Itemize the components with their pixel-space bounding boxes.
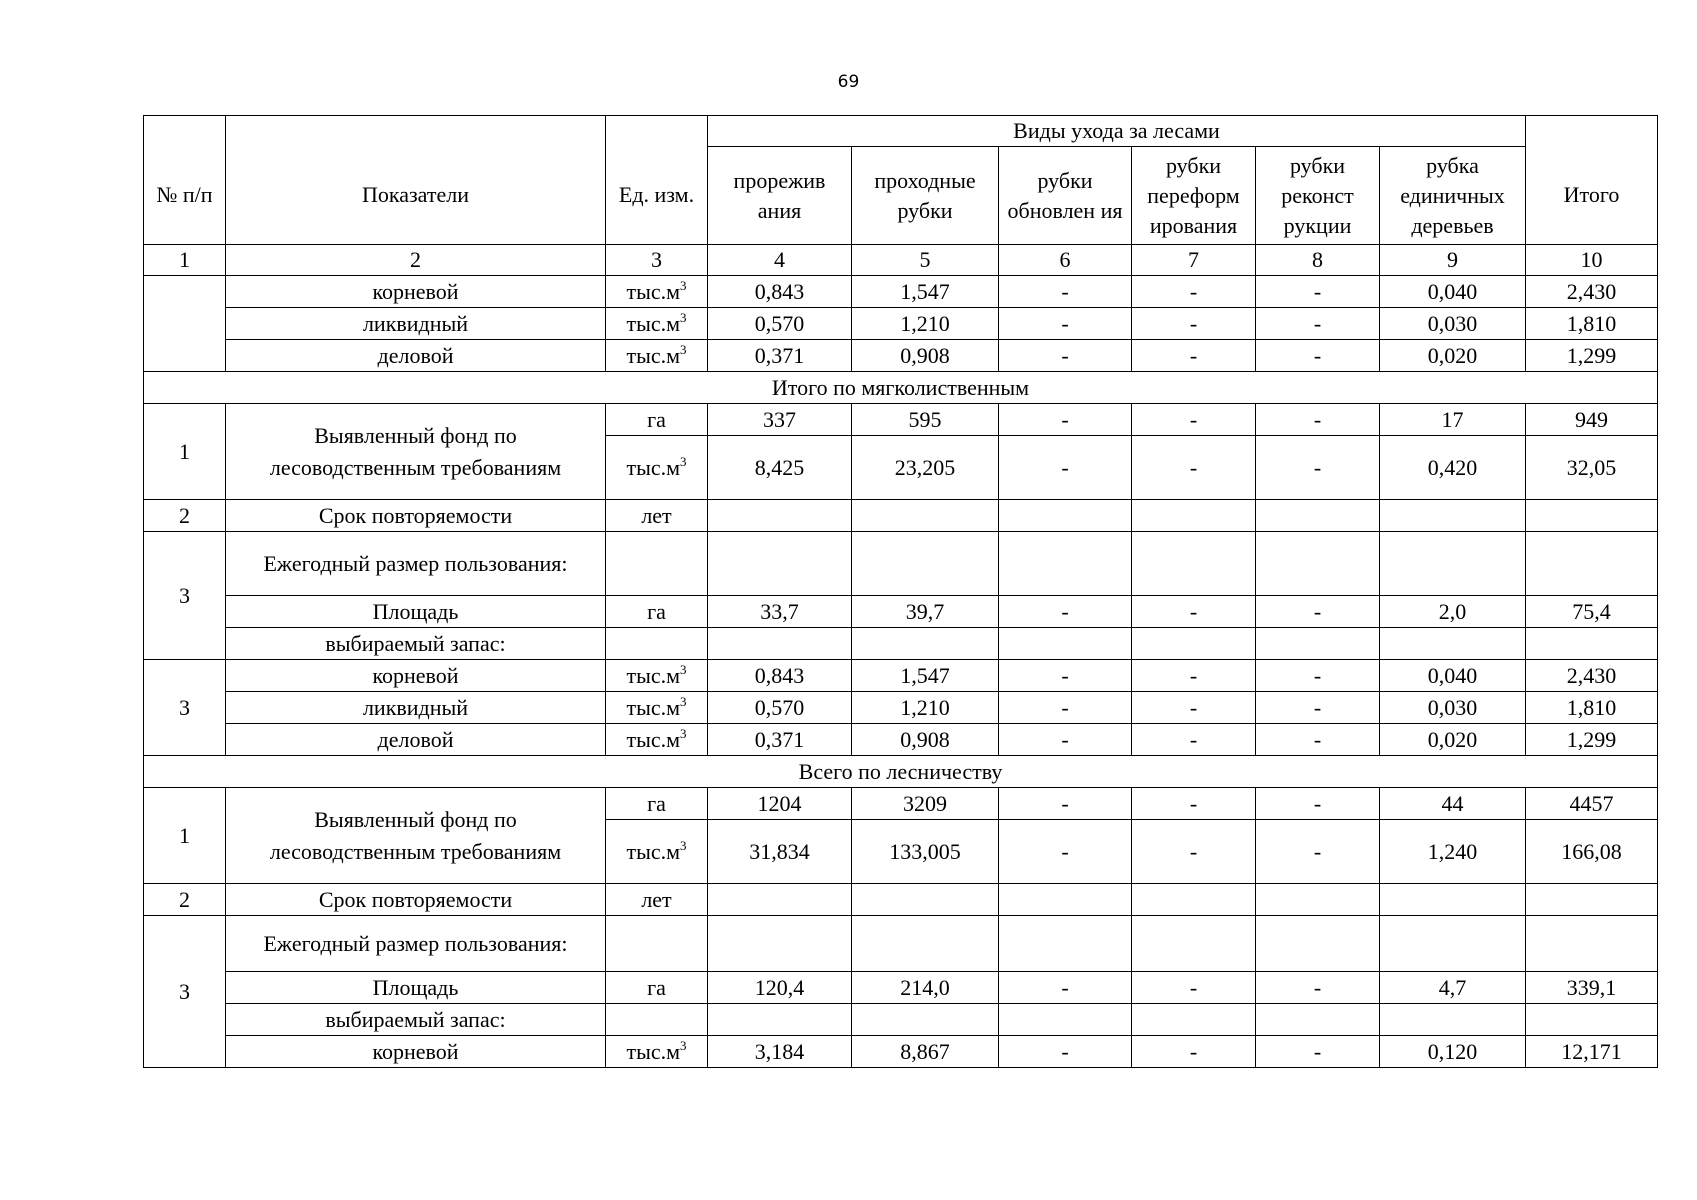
value-cell: -	[1256, 724, 1380, 756]
column-numbers-row	[144, 245, 1658, 276]
empty-cell	[999, 628, 1132, 660]
value-cell: 0,371	[708, 724, 852, 756]
value-cell: -	[1256, 820, 1380, 884]
forest-care-table	[143, 115, 1658, 1068]
empty-cell	[852, 500, 999, 532]
empty-cell	[1380, 500, 1526, 532]
row-label: Срок повторяемости	[226, 500, 606, 532]
value-cell: 17	[1380, 404, 1526, 436]
row-label: Срок повторяемости	[226, 884, 606, 916]
table-row	[144, 1004, 1658, 1036]
value-cell: -	[1256, 340, 1380, 372]
empty-cell	[1132, 628, 1256, 660]
value-cell: 0,040	[1380, 660, 1526, 692]
header-passage-cutting: проходные рубки	[852, 147, 999, 245]
value-cell: 39,7	[852, 596, 999, 628]
value-cell: 1,547	[852, 660, 999, 692]
empty-cell	[1380, 628, 1526, 660]
value-cell: 75,4	[1526, 596, 1658, 628]
value-cell: 0,908	[852, 724, 999, 756]
table-row	[144, 1036, 1658, 1068]
value-cell: -	[999, 788, 1132, 820]
empty-cell	[606, 1004, 708, 1036]
value-cell: 1,240	[1380, 820, 1526, 884]
empty-cell	[1256, 884, 1380, 916]
row-number: 1	[144, 404, 226, 500]
value-cell: -	[1256, 404, 1380, 436]
value-cell: -	[999, 692, 1132, 724]
header-total: Итого	[1526, 116, 1658, 245]
row-label: корневой	[226, 276, 606, 308]
table-row	[144, 308, 1658, 340]
table-row	[144, 340, 1658, 372]
value-cell: -	[1132, 820, 1256, 884]
value-cell: -	[1132, 660, 1256, 692]
value-cell: -	[999, 820, 1132, 884]
value-cell: 3,184	[708, 1036, 852, 1068]
col-number: 4	[708, 245, 852, 276]
page-number: 69	[837, 72, 860, 92]
value-cell: -	[1132, 276, 1256, 308]
value-cell: 31,834	[708, 820, 852, 884]
empty-cell	[1256, 500, 1380, 532]
empty-cell	[852, 532, 999, 596]
empty-cell	[852, 1004, 999, 1036]
value-cell: 0,030	[1380, 692, 1526, 724]
empty-cell	[1526, 532, 1658, 596]
unit-cell: лет	[606, 884, 708, 916]
value-cell: 3209	[852, 788, 999, 820]
unit-cell: $тыс.м^3$	[606, 276, 708, 308]
empty-cell	[1132, 884, 1256, 916]
empty-cell	[1380, 884, 1526, 916]
empty-cell	[1256, 628, 1380, 660]
empty-cell	[1256, 1004, 1380, 1036]
row-number: 2	[144, 500, 226, 532]
empty-cell	[708, 884, 852, 916]
row-label: деловой	[226, 340, 606, 372]
value-cell: 0,040	[1380, 276, 1526, 308]
row-label: Ежегодный размер пользования:	[226, 916, 606, 972]
unit-cell: $тыс.м^3$	[606, 436, 708, 500]
value-cell: -	[999, 972, 1132, 1004]
empty-cell	[1256, 916, 1380, 972]
empty-cell	[999, 884, 1132, 916]
value-cell: 0,020	[1380, 724, 1526, 756]
value-cell: 0,843	[708, 276, 852, 308]
header-indicators: Показатели	[226, 116, 606, 245]
value-cell: 339,1	[1526, 972, 1658, 1004]
empty-cell	[708, 500, 852, 532]
row-number: 1	[144, 788, 226, 884]
value-cell: -	[1256, 660, 1380, 692]
col-number: 9	[1380, 245, 1526, 276]
header-reconstruction-cutting: рубки реконст рукции	[1256, 147, 1380, 245]
value-cell: 4457	[1526, 788, 1658, 820]
row-label: корневой	[226, 1036, 606, 1068]
value-cell: 0,420	[1380, 436, 1526, 500]
value-cell: -	[999, 404, 1132, 436]
value-cell: 1204	[708, 788, 852, 820]
header-renewal-cutting: рубки обновлен ия	[999, 147, 1132, 245]
row-number: 3	[144, 916, 226, 1068]
value-cell: -	[999, 276, 1132, 308]
table-row	[144, 724, 1658, 756]
value-cell: 23,205	[852, 436, 999, 500]
col-number: 3	[606, 245, 708, 276]
value-cell: 1,210	[852, 308, 999, 340]
value-cell: 0,908	[852, 340, 999, 372]
empty-cell	[708, 532, 852, 596]
value-cell: 8,867	[852, 1036, 999, 1068]
value-cell: 0,570	[708, 692, 852, 724]
row-label: Площадь	[226, 972, 606, 1004]
value-cell: -	[999, 724, 1132, 756]
value-cell: -	[1256, 788, 1380, 820]
row-label-fund: Выявленный фонд по лесоводственным требованиям	[226, 788, 606, 884]
row-label: ликвидный	[226, 308, 606, 340]
value-cell: 214,0	[852, 972, 999, 1004]
unit-cell: лет	[606, 500, 708, 532]
unit-cell: $тыс.м^3$	[606, 820, 708, 884]
value-cell: -	[999, 340, 1132, 372]
row-number: 3	[144, 660, 226, 756]
value-cell: -	[1132, 308, 1256, 340]
value-cell: 33,7	[708, 596, 852, 628]
table-row	[144, 404, 1658, 436]
value-cell: -	[1132, 1036, 1256, 1068]
empty-cell	[1380, 532, 1526, 596]
value-cell: 0,030	[1380, 308, 1526, 340]
empty-cell	[1526, 628, 1658, 660]
row-label: Площадь	[226, 596, 606, 628]
empty-cell	[1526, 916, 1658, 972]
empty-cell	[1380, 916, 1526, 972]
empty-cell	[708, 916, 852, 972]
unit-cell: га	[606, 596, 708, 628]
empty-cell	[606, 916, 708, 972]
unit-cell: $тыс.м^3$	[606, 308, 708, 340]
value-cell: 1,810	[1526, 308, 1658, 340]
value-cell: -	[1132, 724, 1256, 756]
value-cell: 2,430	[1526, 660, 1658, 692]
unit-cell: $тыс.м^3$	[606, 1036, 708, 1068]
table-row	[144, 596, 1658, 628]
header-thinning: прорежив ания	[708, 147, 852, 245]
empty-cell	[606, 532, 708, 596]
value-cell: -	[1256, 596, 1380, 628]
table-row	[144, 628, 1658, 660]
value-cell: 44	[1380, 788, 1526, 820]
col-number: 1	[144, 245, 226, 276]
col-number: 10	[1526, 245, 1658, 276]
value-cell: -	[1132, 436, 1256, 500]
table-row	[144, 916, 1658, 972]
empty-cell	[1526, 884, 1658, 916]
value-cell: 133,005	[852, 820, 999, 884]
unit-cell: га	[606, 972, 708, 1004]
empty-cell	[999, 532, 1132, 596]
empty-cell	[852, 884, 999, 916]
empty-cell	[1132, 532, 1256, 596]
empty-cell	[1526, 1004, 1658, 1036]
unit-cell: $тыс.м^3$	[606, 660, 708, 692]
value-cell: 0,843	[708, 660, 852, 692]
value-cell: -	[1256, 972, 1380, 1004]
value-cell: -	[1132, 404, 1256, 436]
value-cell: -	[1256, 308, 1380, 340]
value-cell: -	[1256, 276, 1380, 308]
table-row	[144, 660, 1658, 692]
row-number-empty	[144, 276, 226, 372]
value-cell: -	[999, 660, 1132, 692]
empty-cell	[1132, 916, 1256, 972]
empty-cell	[708, 628, 852, 660]
value-cell: -	[999, 1036, 1132, 1068]
value-cell: 0,020	[1380, 340, 1526, 372]
empty-cell	[1380, 1004, 1526, 1036]
table-row	[144, 884, 1658, 916]
unit-cell: $тыс.м^3$	[606, 692, 708, 724]
value-cell: -	[1132, 596, 1256, 628]
col-number: 6	[999, 245, 1132, 276]
value-cell: -	[1256, 692, 1380, 724]
empty-cell	[1256, 532, 1380, 596]
section-title-forestry-total: Всего по лесничеству	[144, 756, 1658, 788]
value-cell: 4,7	[1380, 972, 1526, 1004]
row-number: 3	[144, 532, 226, 660]
col-number: 8	[1256, 245, 1380, 276]
empty-cell	[852, 916, 999, 972]
value-cell: 337	[708, 404, 852, 436]
value-cell: 12,171	[1526, 1036, 1658, 1068]
value-cell: 949	[1526, 404, 1658, 436]
value-cell: 0,120	[1380, 1036, 1526, 1068]
header-no: № п/п	[144, 116, 226, 245]
table-row	[144, 788, 1658, 820]
empty-cell	[1526, 500, 1658, 532]
empty-cell	[1132, 1004, 1256, 1036]
table-row	[144, 972, 1658, 1004]
value-cell: 8,425	[708, 436, 852, 500]
value-cell: -	[1132, 972, 1256, 1004]
empty-cell	[1132, 500, 1256, 532]
empty-cell	[708, 1004, 852, 1036]
col-number: 5	[852, 245, 999, 276]
value-cell: 2,430	[1526, 276, 1658, 308]
header-unit: Ед. изм.	[606, 116, 708, 245]
value-cell: 0,371	[708, 340, 852, 372]
empty-cell	[606, 628, 708, 660]
row-label: корневой	[226, 660, 606, 692]
unit-cell: $тыс.м^3$	[606, 724, 708, 756]
table-row	[144, 532, 1658, 596]
value-cell: -	[999, 308, 1132, 340]
value-cell: -	[999, 596, 1132, 628]
unit-cell: $тыс.м^3$	[606, 340, 708, 372]
value-cell: -	[1132, 340, 1256, 372]
col-number: 2	[226, 245, 606, 276]
empty-cell	[999, 1004, 1132, 1036]
value-cell: 1,547	[852, 276, 999, 308]
value-cell: 1,210	[852, 692, 999, 724]
row-label: деловой	[226, 724, 606, 756]
value-cell: 595	[852, 404, 999, 436]
empty-cell	[999, 916, 1132, 972]
unit-cell: га	[606, 404, 708, 436]
table-row	[144, 276, 1658, 308]
value-cell: -	[1132, 788, 1256, 820]
row-label: Ежегодный размер пользования:	[226, 532, 606, 596]
header-reformation-cutting: рубки переформ ирования	[1132, 147, 1256, 245]
value-cell: 0,570	[708, 308, 852, 340]
row-label: выбираемый запас:	[226, 1004, 606, 1036]
row-label: ликвидный	[226, 692, 606, 724]
value-cell: -	[1256, 1036, 1380, 1068]
table-row	[144, 692, 1658, 724]
row-label: выбираемый запас:	[226, 628, 606, 660]
section-title-soft-leaved: Итого по мягколиственным	[144, 372, 1658, 404]
value-cell: -	[1256, 436, 1380, 500]
value-cell: 1,299	[1526, 340, 1658, 372]
unit-cell: га	[606, 788, 708, 820]
value-cell: 120,4	[708, 972, 852, 1004]
value-cell: 166,08	[1526, 820, 1658, 884]
table-row	[144, 500, 1658, 532]
col-number: 7	[1132, 245, 1256, 276]
header-single-tree-cutting: рубка единичных деревьев	[1380, 147, 1526, 245]
empty-cell	[852, 628, 999, 660]
value-cell: -	[999, 436, 1132, 500]
value-cell: 32,05	[1526, 436, 1658, 500]
value-cell: 1,299	[1526, 724, 1658, 756]
value-cell: -	[1132, 692, 1256, 724]
empty-cell	[999, 500, 1132, 532]
value-cell: 1,810	[1526, 692, 1658, 724]
header-care-types: Виды ухода за лесами	[708, 116, 1526, 147]
row-number: 2	[144, 884, 226, 916]
value-cell: 2,0	[1380, 596, 1526, 628]
row-label-fund: Выявленный фонд по лесоводственным требованиям	[226, 404, 606, 500]
